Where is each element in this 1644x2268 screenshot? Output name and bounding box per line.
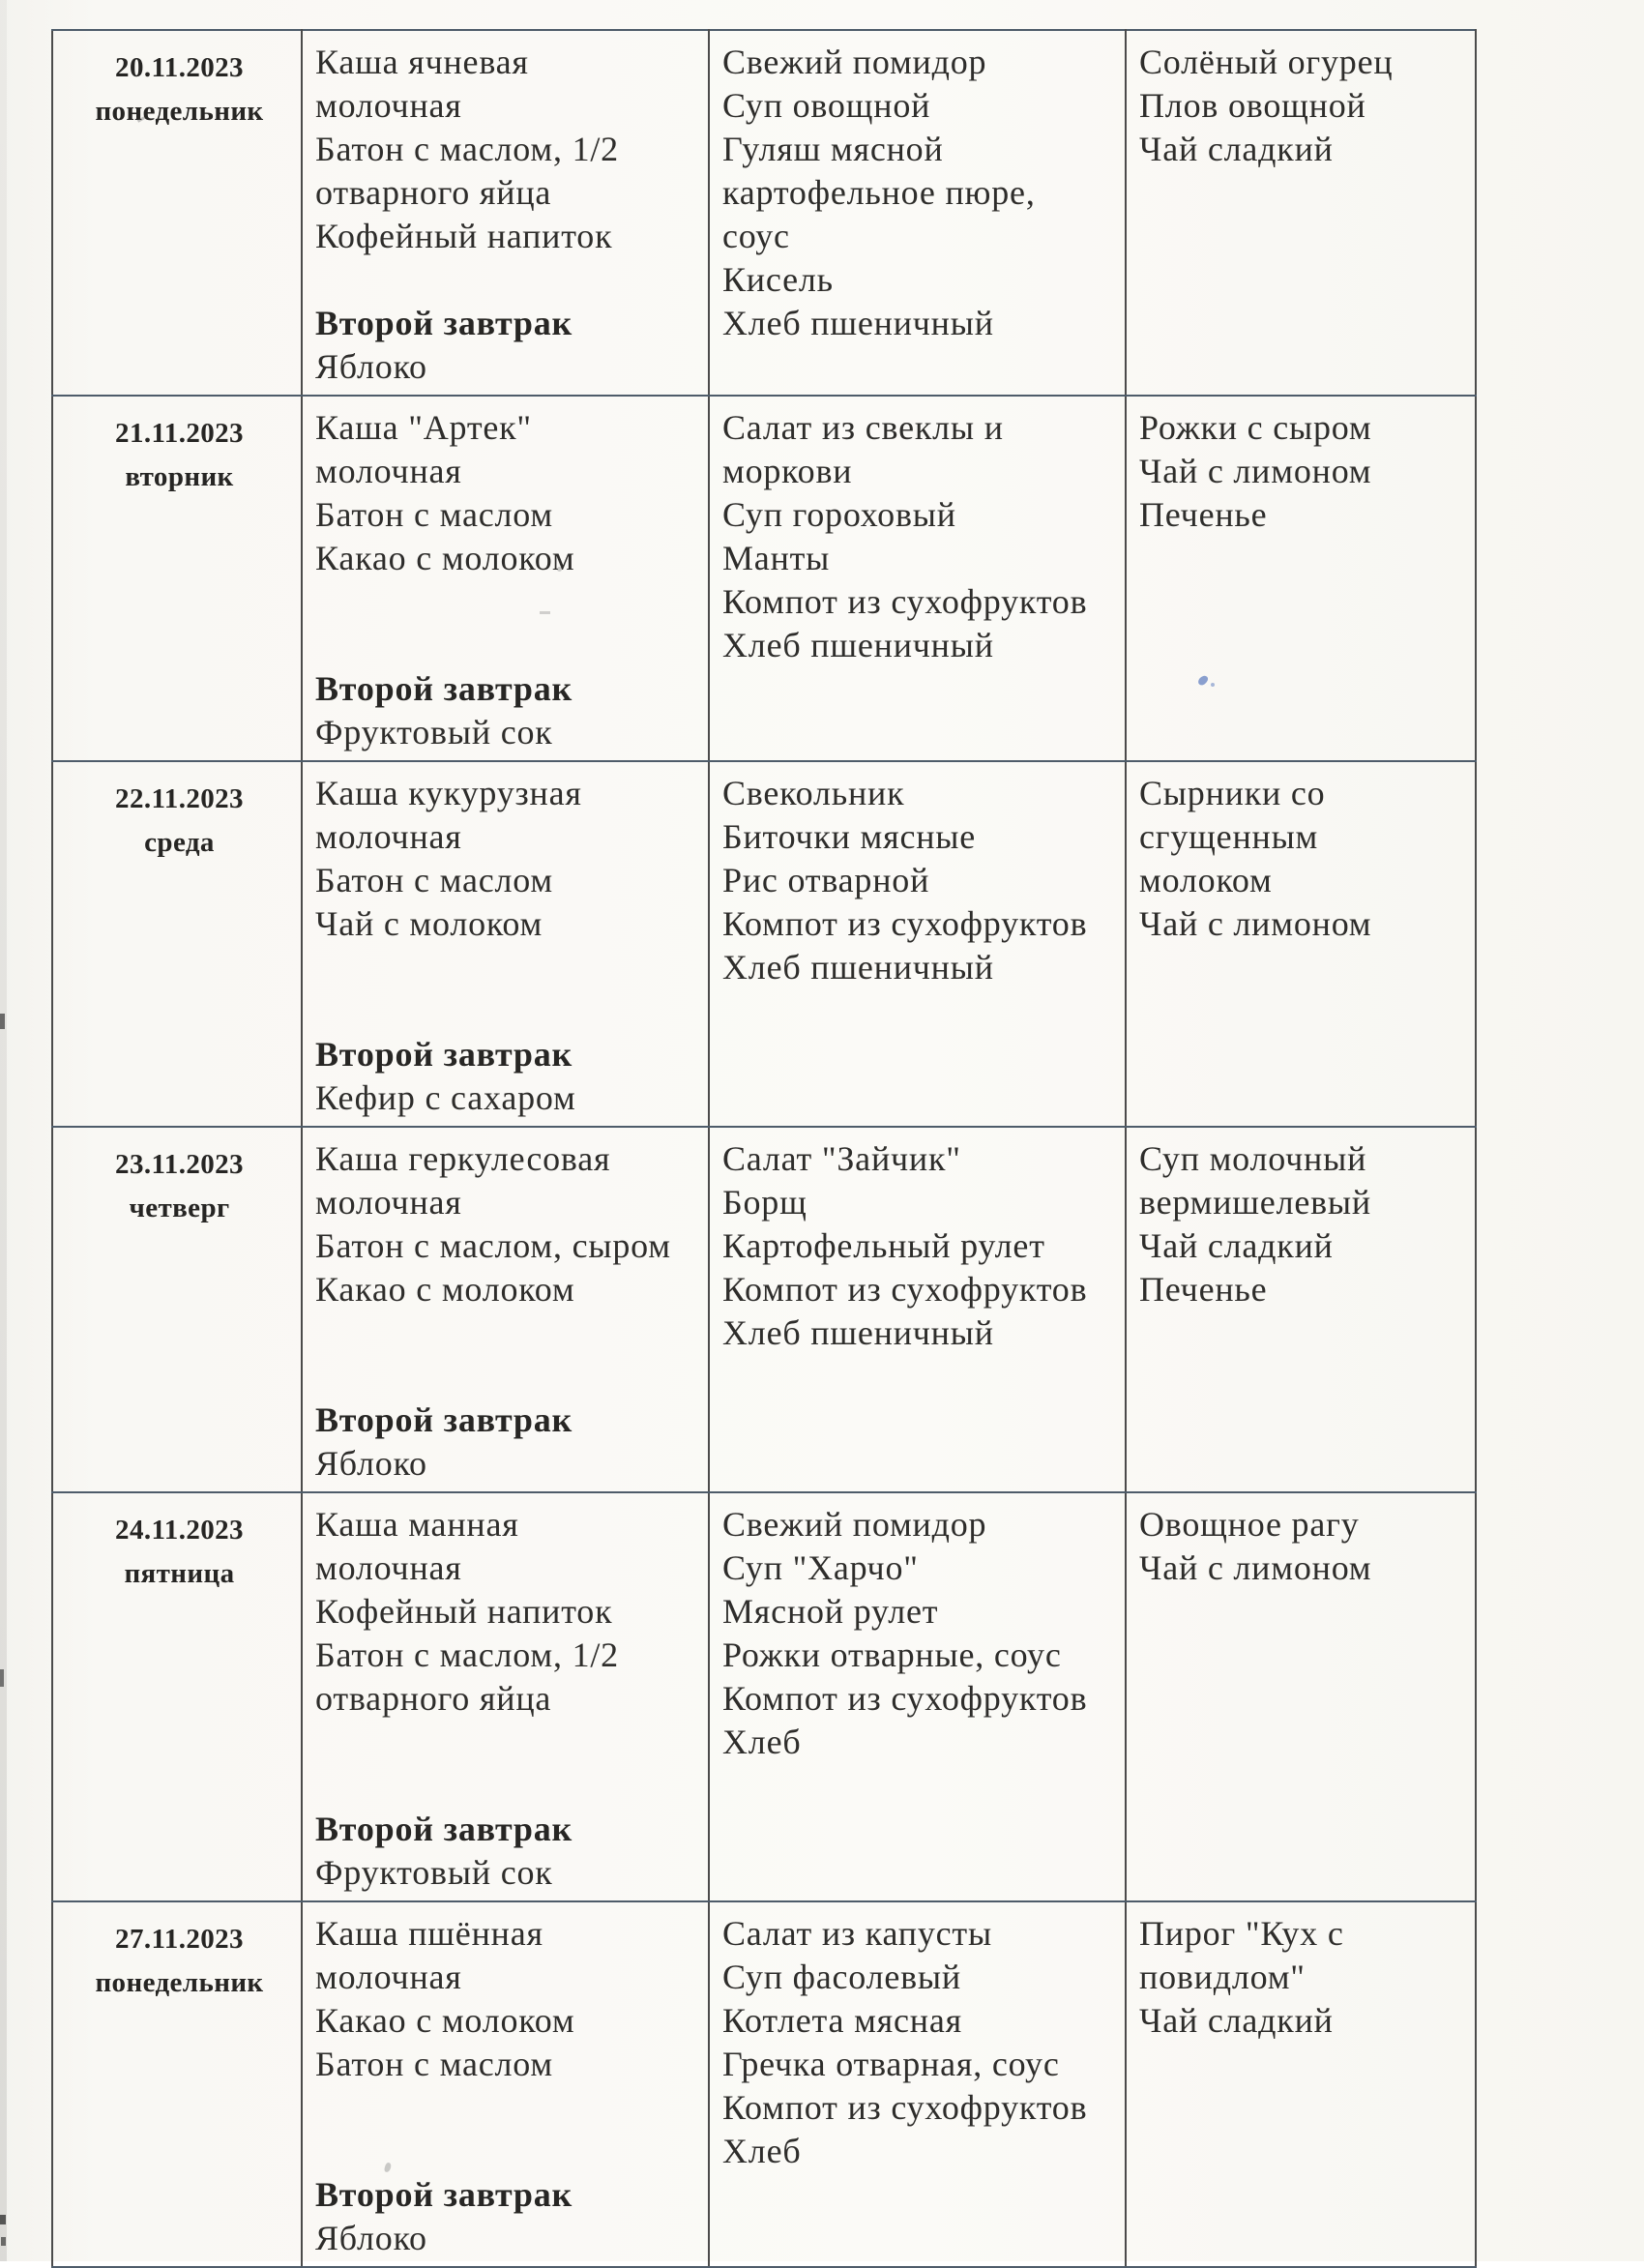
date-text: 20.11.2023 [115,52,244,83]
menu-item-line: Овощное рагу [1139,1505,1360,1544]
afternoon-snack-cell [1126,1901,1476,2267]
blank-line [315,1355,700,1399]
blank-line [315,1721,700,1764]
afternoon-snack-cell [1126,1127,1476,1492]
menu-item-line: Каша геркулесовая [315,1139,611,1178]
date-cell [52,396,302,761]
menu-item-line: Хлеб [722,1723,802,1761]
blank-line [315,580,700,624]
date-cell [52,1127,302,1492]
menu-item-line: Батон с маслом, 1/2 [315,130,619,168]
breakfast-cell [302,30,709,396]
menu-item-line: Пирог "Кух с [1139,1914,1344,1953]
menu-item-line: вермишелевый [1139,1183,1371,1222]
menu-item-line: Котлета мясная [722,2001,962,2040]
second-breakfast-heading: Второй завтрак [315,1400,573,1439]
menu-item-line: Кофейный напиток [315,217,613,255]
menu-item-line: Гречка отварная, соус [722,2045,1060,2083]
blank-line [315,989,700,1033]
menu-row [52,1901,1476,2267]
menu-item-line: Кисель [722,260,834,299]
lunch-cell [709,1492,1126,1901]
menu-item-line: Гуляш мясной [722,130,944,168]
scan-edge-mark [0,1014,5,1029]
menu-item-line: повидлом" [1139,1958,1306,1996]
menu-item-line: Каша манная [315,1505,519,1544]
blank-line [315,946,700,989]
menu-item-line: Печенье [1139,495,1268,534]
menu-item-line: Хлеб пшеничный [722,626,994,664]
second-breakfast-heading: Второй завтрак [315,304,573,342]
menu-item-line: Компот из сухофруктов [722,904,1088,943]
weekday-text: вторник [125,461,234,492]
menu-item-line: отварного яйца [315,173,552,212]
menu-item-line: Рис отварной [722,861,930,899]
menu-item-line: Каша пшённая [315,1914,543,1953]
menu-item-line: Чай сладкий [1139,1226,1334,1265]
menu-item-line: Яблоко [315,1444,427,1483]
menu-item-line: молочная [315,86,462,125]
menu-row [52,761,1476,1127]
date-cell [52,761,302,1127]
menu-item-line: Салат из капусты [722,1914,992,1953]
menu-item-line: моркови [722,452,853,490]
menu-item-line: Рожки отварные, соус [722,1635,1062,1674]
afternoon-snack-cell [1126,396,1476,761]
menu-item-line: Чай с молоком [315,904,543,943]
menu-item-line: Какао с молоком [315,2001,575,2040]
menu-table-body [52,30,1476,2267]
date-cell [52,1492,302,1901]
breakfast-cell [302,1492,709,1901]
scan-edge-mark [1,2237,6,2246]
breakfast-cell [302,1901,709,2267]
menu-item-line: Свежий помидор [722,43,987,81]
blank-line [315,1311,700,1355]
second-breakfast-heading: Второй завтрак [315,1810,573,1848]
menu-item-line: Каша кукурузная [315,774,582,812]
menu-item-line: Печенье [1139,1270,1268,1309]
menu-item-line: молочная [315,1548,462,1587]
menu-item-line: Яблоко [315,2219,427,2257]
menu-item-line: Чай сладкий [1139,130,1334,168]
menu-item-line: Суп молочный [1139,1139,1367,1178]
second-breakfast-heading: Второй завтрак [315,2175,573,2214]
menu-item-line: Фруктовый сок [315,1853,553,1892]
menu-item-line: Яблоко [315,347,427,386]
afternoon-snack-cell [1126,30,1476,396]
lunch-cell [709,1127,1126,1492]
menu-item-line: соус [722,217,790,255]
menu-item-line: Плов овощной [1139,86,1366,125]
blank-line [315,2086,700,2130]
menu-item-line: Чай с лимоном [1139,904,1372,943]
blank-line [315,258,700,302]
menu-item-line: Какао с молоком [315,1270,575,1309]
blank-line [315,624,700,667]
menu-item-line: Манты [722,539,831,577]
menu-item-line: Компот из сухофруктов [722,1270,1088,1309]
menu-row [52,30,1476,396]
menu-item-line: Кофейный напиток [315,1592,613,1631]
blank-line [315,2130,700,2173]
date-cell [52,1901,302,2267]
menu-item-line: Батон с маслом, сыром [315,1226,671,1265]
menu-item-line: Хлеб [722,2132,802,2170]
weekly-menu-table [51,29,1477,2268]
menu-item-line: сгущенным [1139,817,1319,856]
menu-item-line: Каша "Артек" [315,408,532,447]
menu-item-line: Суп гороховый [722,495,956,534]
menu-item-line: Хлеб пшеничный [722,948,994,987]
menu-item-line: Компот из сухофруктов [722,2088,1088,2127]
date-text: 22.11.2023 [115,783,244,814]
menu-row [52,396,1476,761]
lunch-cell [709,761,1126,1127]
menu-item-line: Суп овощной [722,86,931,125]
menu-item-line: Свежий помидор [722,1505,987,1544]
afternoon-snack-cell [1126,761,1476,1127]
weekday-text: среда [144,827,215,858]
menu-item-line: Компот из сухофруктов [722,582,1088,621]
menu-item-line: Чай с лимоном [1139,452,1372,490]
menu-item-line: Суп "Харчо" [722,1548,919,1587]
menu-item-line: Суп фасолевый [722,1958,961,1996]
date-text: 23.11.2023 [115,1149,244,1180]
second-breakfast-heading: Второй завтрак [315,669,573,708]
menu-item-line: Компот из сухофруктов [722,1679,1088,1718]
weekday-text: четверг [129,1193,230,1223]
menu-item-line: молочная [315,452,462,490]
menu-item-line: Чай с лимоном [1139,1548,1372,1587]
menu-row [52,1492,1476,1901]
menu-row [52,1127,1476,1492]
menu-item-line: Салат "Зайчик" [722,1139,961,1178]
menu-item-line: Картофельный рулет [722,1226,1045,1265]
weekday-text: понедельник [95,96,264,127]
lunch-cell [709,1901,1126,2267]
menu-item-line: Батон с маслом [315,2045,553,2083]
date-text: 21.11.2023 [115,418,244,449]
menu-item-line: Батон с маслом [315,495,553,534]
scan-edge-mark [0,1669,4,1687]
menu-item-line: Салат из свеклы и [722,408,1004,447]
menu-item-line: отварного яйца [315,1679,552,1718]
blank-line [315,1764,700,1808]
menu-item-line: Рожки с сыром [1139,408,1372,447]
breakfast-cell [302,761,709,1127]
menu-item-line: молочная [315,1958,462,1996]
menu-item-line: Чай сладкий [1139,2001,1334,2040]
weekday-text: пятница [124,1558,235,1589]
menu-item-line: Борщ [722,1183,807,1222]
date-cell [52,30,302,396]
menu-item-line: Батон с маслом, 1/2 [315,1635,619,1674]
lunch-cell [709,396,1126,761]
menu-item-line: Батон с маслом [315,861,553,899]
menu-item-line: молоком [1139,861,1273,899]
date-text: 27.11.2023 [115,1924,244,1955]
second-breakfast-heading: Второй завтрак [315,1035,573,1074]
menu-item-line: Фруктовый сок [315,713,553,751]
menu-item-line: Кефир с сахаром [315,1078,576,1117]
menu-item-line: Мясной рулет [722,1592,939,1631]
menu-item-line: молочная [315,1183,462,1222]
menu-item-line: картофельное пюре, [722,173,1036,212]
menu-item-line: Свекольник [722,774,905,812]
breakfast-cell [302,1127,709,1492]
afternoon-snack-cell [1126,1492,1476,1901]
lunch-cell [709,30,1126,396]
menu-item-line: молочная [315,817,462,856]
menu-item-line: Сырники со [1139,774,1326,812]
menu-item-line: Какао с молоком [315,539,575,577]
scan-edge-mark [0,2215,6,2224]
menu-item-line: Хлеб пшеничный [722,1313,994,1352]
menu-item-line: Биточки мясные [722,817,977,856]
date-text: 24.11.2023 [115,1515,244,1546]
menu-item-line: Хлеб пшеничный [722,304,994,342]
weekday-text: понедельник [95,1967,264,1998]
menu-item-line: Солёный огурец [1139,43,1394,81]
menu-item-line: Каша ячневая [315,43,529,81]
breakfast-cell [302,396,709,761]
